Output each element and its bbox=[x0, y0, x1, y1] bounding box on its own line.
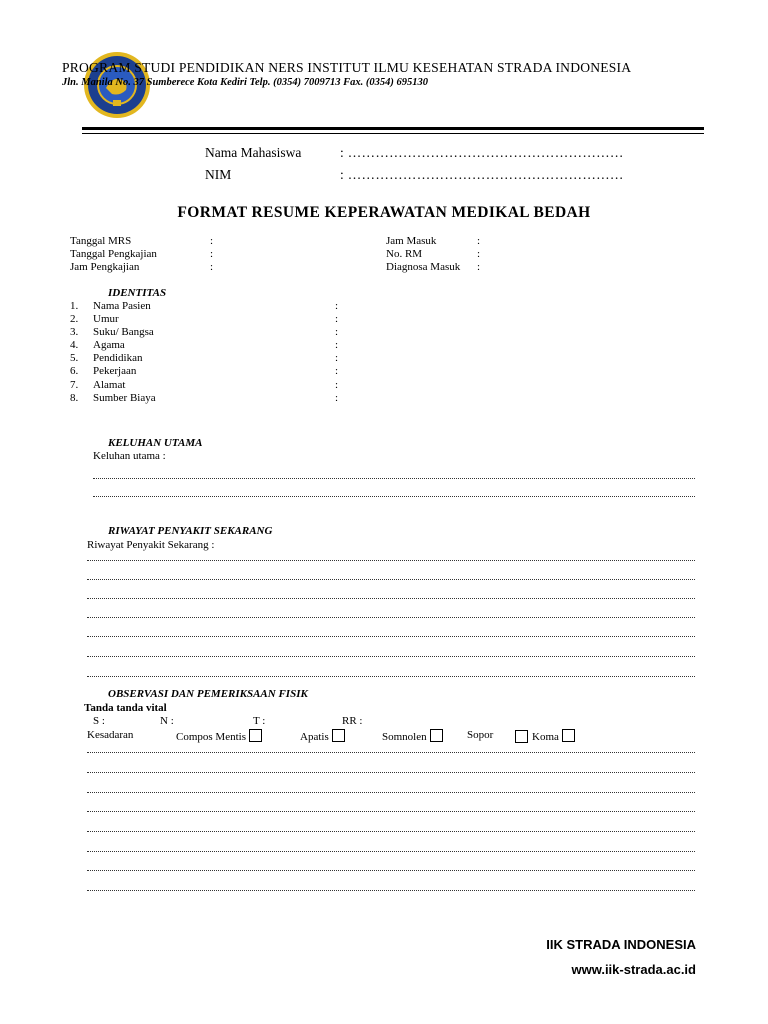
option-koma[interactable] bbox=[532, 729, 575, 743]
compos-mentis-checkbox[interactable] bbox=[249, 729, 262, 742]
riwayat-line[interactable] bbox=[87, 579, 695, 580]
tanda-vital-heading: Tanda tanda vital bbox=[84, 702, 167, 714]
colon: : bbox=[335, 300, 339, 312]
observasi-line[interactable] bbox=[87, 811, 695, 812]
colon: : bbox=[477, 235, 481, 247]
riwayat-heading: RIWAYAT PENYAKIT SEKARANG bbox=[108, 525, 273, 537]
colon: : bbox=[335, 339, 339, 352]
option-compos-mentis[interactable] bbox=[176, 729, 262, 743]
observasi-line[interactable] bbox=[87, 851, 695, 852]
header-rule-thick bbox=[82, 127, 704, 130]
observasi-line[interactable] bbox=[87, 831, 695, 832]
tanggal-mrs-label: Tanggal MRS bbox=[70, 235, 132, 247]
observasi-line[interactable] bbox=[87, 890, 695, 891]
observasi-heading: OBSERVASI DAN PEMERIKSAAN FISIK bbox=[108, 688, 308, 700]
item-label: Sumber Biaya bbox=[93, 391, 156, 404]
riwayat-line[interactable] bbox=[87, 636, 695, 637]
observasi-line[interactable] bbox=[87, 870, 695, 871]
riwayat-label: Riwayat Penyakit Sekarang : bbox=[87, 539, 215, 551]
nim-label: NIM bbox=[205, 167, 232, 182]
riwayat-line[interactable] bbox=[87, 560, 695, 561]
observasi-line[interactable] bbox=[87, 772, 695, 773]
header-rule-thin bbox=[82, 133, 704, 134]
item-label: Pendidikan bbox=[93, 352, 143, 365]
colon: : bbox=[210, 261, 214, 273]
student-name-label: Nama Mahasiswa bbox=[205, 145, 302, 160]
sopor-checkbox[interactable] bbox=[515, 730, 528, 743]
somnolen-checkbox[interactable] bbox=[430, 729, 443, 742]
option-label: Somnolen bbox=[382, 731, 427, 743]
no-rm-label: No. RM bbox=[386, 248, 423, 260]
jam-masuk-label: Jam Masuk bbox=[386, 235, 437, 247]
option-label: Compos Mentis bbox=[176, 731, 246, 743]
item-label: Suku/ Bangsa bbox=[93, 326, 154, 339]
colon: : bbox=[477, 248, 481, 260]
colon: : bbox=[210, 248, 214, 260]
riwayat-line[interactable] bbox=[87, 598, 695, 599]
option-label: Apatis bbox=[300, 731, 329, 743]
vital-s: S : bbox=[93, 715, 105, 727]
student-name-field[interactable]: : …………………………………………………… bbox=[340, 145, 624, 160]
jam-pengkajian-label: Jam Pengkajian bbox=[70, 261, 140, 273]
identitas-heading: IDENTITAS bbox=[108, 287, 167, 299]
keluhan-label: Keluhan utama : bbox=[93, 450, 166, 462]
colon: : bbox=[335, 391, 339, 404]
vital-n: N : bbox=[160, 715, 174, 727]
keluhan-line[interactable] bbox=[93, 496, 695, 497]
observasi-line[interactable] bbox=[87, 752, 695, 753]
colon: : bbox=[477, 261, 481, 273]
item-number: 1. bbox=[70, 300, 79, 312]
item-number: 7. bbox=[70, 378, 79, 391]
institution-address: Jln. Manila No. 37 Sumberece Kota Kediri Telp. (0354) 7009713 Fax. (0354) 695130 bbox=[62, 77, 428, 88]
keluhan-line[interactable] bbox=[93, 478, 695, 479]
item-label: Nama Pasien bbox=[93, 300, 151, 312]
observasi-line[interactable] bbox=[87, 792, 695, 793]
option-sopor[interactable] bbox=[467, 729, 493, 741]
footer-org: IIK STRADA INDONESIA bbox=[546, 937, 696, 952]
item-number: 6. bbox=[70, 365, 79, 378]
item-number: 4. bbox=[70, 339, 79, 352]
keluhan-heading: KELUHAN UTAMA bbox=[108, 437, 203, 449]
item-number: 5. bbox=[70, 352, 79, 365]
colon: : bbox=[335, 365, 339, 378]
item-number: 8. bbox=[70, 391, 79, 404]
diagnosa-masuk-label: Diagnosa Masuk bbox=[386, 261, 461, 273]
vital-t: T : bbox=[253, 715, 266, 727]
item-number: 2. bbox=[70, 313, 79, 326]
item-label: Umur bbox=[93, 313, 119, 326]
koma-checkbox[interactable] bbox=[562, 729, 575, 742]
option-label: Koma bbox=[532, 731, 559, 743]
institution-name: PROGRAM STUDI PENDIDIKAN NERS INSTITUT ILMU KESEHATAN STRADA INDONESIA bbox=[62, 60, 632, 75]
option-somnolen[interactable] bbox=[382, 729, 443, 743]
colon: : bbox=[335, 352, 339, 365]
option-apatis[interactable] bbox=[300, 729, 345, 743]
item-label: Agama bbox=[93, 339, 125, 352]
item-label: Pekerjaan bbox=[93, 365, 137, 378]
form-title: FORMAT RESUME KEPERAWATAN MEDIKAL BEDAH bbox=[177, 204, 591, 221]
colon: : bbox=[210, 235, 214, 247]
item-number: 3. bbox=[70, 326, 79, 339]
apatis-checkbox[interactable] bbox=[332, 729, 345, 742]
vital-rr: RR : bbox=[342, 715, 363, 727]
kesadaran-label: Kesadaran bbox=[87, 729, 134, 741]
option-label: Sopor bbox=[467, 729, 494, 741]
colon: : bbox=[335, 378, 339, 391]
item-label: Alamat bbox=[93, 378, 126, 391]
footer-url[interactable]: www.iik-strada.ac.id bbox=[571, 962, 696, 977]
nim-field[interactable]: : …………………………………………………… bbox=[340, 167, 624, 182]
colon: : bbox=[335, 326, 339, 339]
riwayat-line[interactable] bbox=[87, 676, 695, 677]
riwayat-line[interactable] bbox=[87, 617, 695, 618]
colon: : bbox=[335, 313, 339, 326]
riwayat-line[interactable] bbox=[87, 656, 695, 657]
tanggal-pengkajian-label: Tanggal Pengkajian bbox=[70, 248, 157, 260]
